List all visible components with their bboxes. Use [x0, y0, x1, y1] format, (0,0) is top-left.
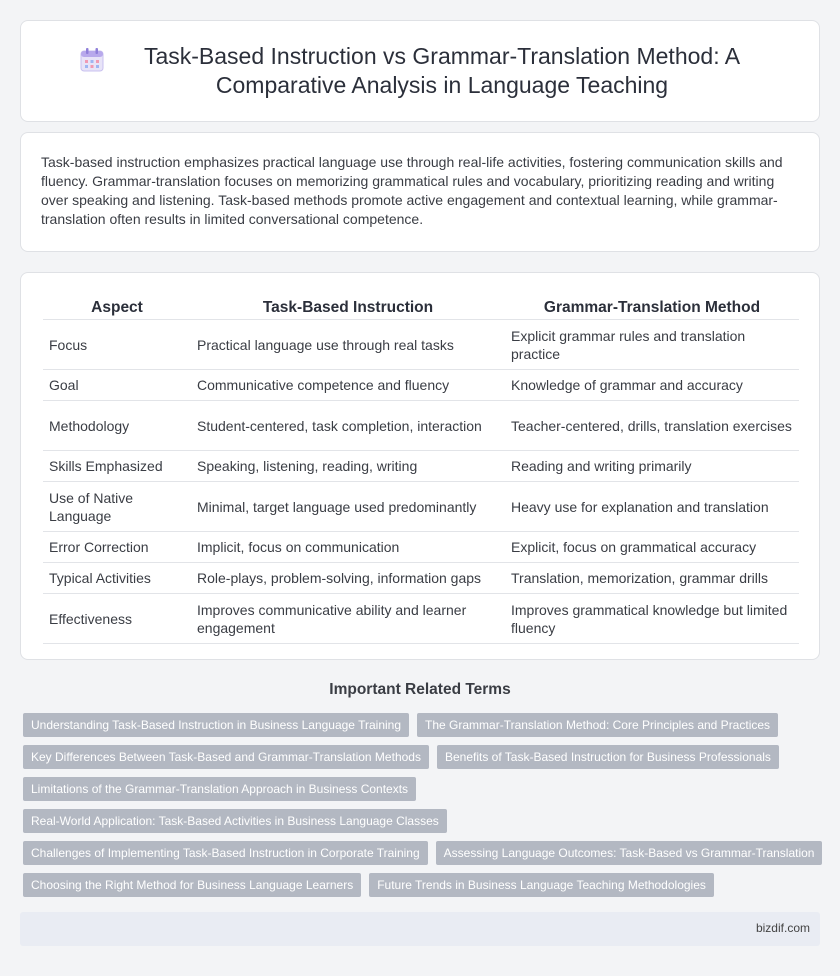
title-card	[20, 20, 820, 122]
table-header-row	[43, 295, 799, 320]
column-header-aspect: Aspect	[43, 295, 191, 320]
table-cell: Explicit grammar rules and translation practice	[505, 320, 799, 370]
table-cell: Methodology	[43, 401, 191, 451]
table-row	[43, 532, 799, 563]
table-row	[43, 401, 799, 451]
table-row	[43, 320, 799, 370]
related-term-link[interactable]: Limitations of the Grammar-Translation Approach in Business Contexts	[23, 777, 416, 801]
table-cell: Implicit, focus on communication	[191, 532, 505, 563]
table-cell: Effectiveness	[43, 594, 191, 644]
table-cell: Skills Emphasized	[43, 451, 191, 482]
table-cell: Improves communicative ability and learner engagement	[191, 594, 505, 644]
column-header-grammar-translation: Grammar-Translation Method	[505, 295, 799, 320]
table-row	[43, 482, 799, 532]
table-cell: Heavy use for explanation and translation	[505, 482, 799, 532]
table-cell: Student-centered, task completion, interaction	[191, 401, 505, 451]
table-cell: Explicit, focus on grammatical accuracy	[505, 532, 799, 563]
table-cell: Reading and writing primarily	[505, 451, 799, 482]
table-cell: Translation, memorization, grammar drills	[505, 563, 799, 594]
related-terms-heading: Important Related Terms	[329, 681, 511, 698]
related-term-link[interactable]: Understanding Task-Based Instruction in Business Language Training	[23, 713, 409, 737]
table-cell: Use of Native Language	[43, 482, 191, 532]
calendar-icon	[78, 46, 106, 74]
table-cell: Role-plays, problem-solving, information gaps	[191, 563, 505, 594]
related-term-link[interactable]: Future Trends in Business Language Teaching Methodologies	[369, 873, 714, 897]
table-cell: Minimal, target language used predominantly	[191, 482, 505, 532]
title-wrap	[78, 42, 762, 100]
table-row	[43, 594, 799, 644]
related-term-link[interactable]: Assessing Language Outcomes: Task-Based vs Grammar-Translation	[436, 841, 823, 865]
column-header-task-based: Task-Based Instruction	[191, 295, 505, 320]
related-term-link[interactable]: Choosing the Right Method for Business Language Learners	[23, 873, 361, 897]
table-cell: Typical Activities	[43, 563, 191, 594]
table-cell: Improves grammatical knowledge but limited fluency	[505, 594, 799, 644]
table-cell: Teacher-centered, drills, translation exercises	[505, 401, 799, 451]
related-terms-list	[23, 713, 823, 905]
table-cell: Communicative competence and fluency	[191, 370, 505, 401]
footer	[20, 912, 820, 946]
table-cell: Focus	[43, 320, 191, 370]
table-row	[43, 563, 799, 594]
footer-brand-link[interactable]: bizdif.com	[755, 921, 810, 935]
related-term-link[interactable]: Key Differences Between Task-Based and Grammar-Translation Methods	[23, 745, 429, 769]
related-term-link[interactable]: Benefits of Task-Based Instruction for Business Professionals	[437, 745, 779, 769]
table-cell: Goal	[43, 370, 191, 401]
table-cell: Practical language use through real tasks	[191, 320, 505, 370]
page-title: Task-Based Instruction vs Grammar-Translation Method: A Comparative Analysis in Language Teaching	[143, 43, 741, 98]
intro-paragraph: Task-based instruction emphasizes practical language use through real-life activities, fostering communication skills and fluency. Grammar-translation focuses on memorizing grammatical rules and vocabulary, prioritizing reading and writing over speaking and listening. Task-based methods promote active engagement and contextual learning, while grammar-translation often results in limited conversational competence.	[41, 154, 783, 227]
related-term-link[interactable]: The Grammar-Translation Method: Core Principles and Practices	[417, 713, 778, 737]
related-term-link[interactable]: Real-World Application: Task-Based Activities in Business Language Classes	[23, 809, 447, 833]
table-cell: Speaking, listening, reading, writing	[191, 451, 505, 482]
table-row	[43, 451, 799, 482]
comparison-table	[43, 295, 799, 644]
table-cell: Knowledge of grammar and accuracy	[505, 370, 799, 401]
related-term-link[interactable]: Challenges of Implementing Task-Based Instruction in Corporate Training	[23, 841, 428, 865]
table-cell: Error Correction	[43, 532, 191, 563]
table-row	[43, 370, 799, 401]
comparison-card	[20, 272, 820, 660]
intro-card	[20, 132, 820, 252]
